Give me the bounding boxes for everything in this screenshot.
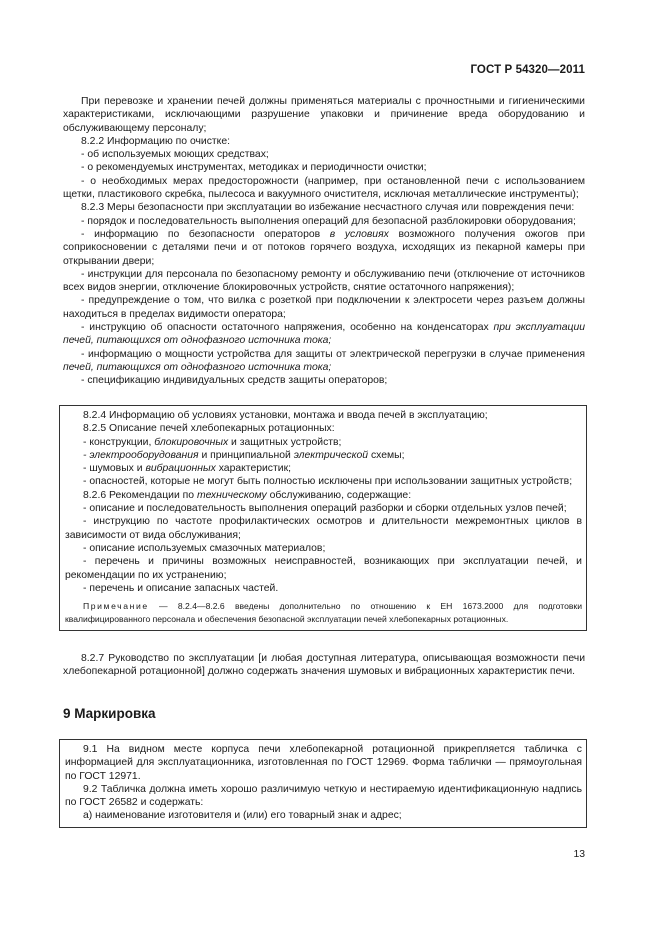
list-item: - описание и последовательность выполнения операций разборки и сборки отдельных узлов печей;	[83, 503, 567, 515]
list-item: - о рекомендуемых инструментах, методиках и периодичности очистки;	[81, 162, 427, 174]
list-item: - инструкции для персонала по безопасному ремонту и обслуживанию печи (отключение от источников всех видов энергии, отключение блокировочных устройств, снятие остаточного напряжения);	[63, 268, 585, 294]
list-item: - перечень и описание запасных частей.	[83, 582, 279, 594]
top-text-block	[63, 95, 585, 388]
note-label: Примечание	[83, 601, 149, 612]
list-item: - о необходимых мерах предосторожности (например, при остановленной печи с использованием щетки, пластикового скребка, пылесоса и вакуумного очистителя, исключая металлические инструменты);	[63, 175, 585, 201]
paragraph-8-2-6: 8.2.6 Рекомендации по техническому обслуживанию, содержащие:	[83, 489, 412, 501]
list-item: - перечень и причины возможных неисправностей, возникающих при эксплуатации печей, и рекомендации по их устранению;	[65, 556, 582, 581]
list-item: - описание используемых смазочных материалов;	[83, 542, 326, 554]
paragraph-9-2: 9.2 Табличка должна иметь хорошо различимую четкую и нестираемую идентификационную надпись по ГОСТ 26582 и содержать:	[65, 783, 582, 809]
list-item: - электрооборудования и принципиальной электрической схемы;	[83, 449, 405, 461]
list-item: - предупреждение о том, что вилка с розеткой при подключении к электросети через разъем должны находиться в пределах видимости оператора;	[63, 295, 585, 320]
note: Примечание — 8.2.4—8.2.6 введены дополнительно по отношению к ЕН 1673.2000 для подготовки квалифицированного персонала и обеспечения безопасной эксплуатации печей хлебопекарных ротационных.	[65, 601, 582, 625]
list-item: - информацию по безопасности операторов в условиях возможного получения ожогов при соприкосновении с деталями печи и от потоков горячего воздуха, исходящих из пекарной камеры при открывании двери;	[63, 228, 586, 267]
list-item: а) наименование изготовителя и (или) его товарный знак и адрес;	[83, 810, 402, 822]
page-number: 13	[573, 849, 585, 860]
list-item: - об используемых моющих средствах;	[81, 149, 269, 161]
section-heading: 9 Маркировка	[63, 706, 156, 721]
list-item: - шумовых и вибрационных характеристик;	[83, 463, 292, 475]
list-item: - инструкцию об опасности остаточного напряжения, особенно на конденсаторах при эксплуатации печей, питающихся от однофазного источника тока;	[63, 322, 585, 347]
list-item: - информацию о мощности устройства для защиты от электрической перегрузки в случае применения печей, питающихся от однофазного источника тока;	[63, 348, 585, 373]
paragraph-transport: При перевозке и хранении печей должны применяться материалы с прочностными и гигиеническими характеристиками, исключающими разрушение упаковки и причинение вреда оборудованию и обслуживающему персоналу;	[63, 96, 585, 134]
list-item: - конструкции, блокировочных и защитных устройств;	[83, 436, 342, 448]
mid-text-block	[63, 652, 585, 679]
boxed-section-9	[59, 739, 587, 828]
paragraph-8-2-2: 8.2.2 Информацию по очистке:	[81, 135, 231, 147]
paragraph-8-2-5: 8.2.5 Описание печей хлебопекарных ротационных:	[83, 423, 335, 435]
paragraph-8-2-3: 8.2.3 Меры безопасности при эксплуатации во избежание несчастного случая или повреждения печи:	[81, 202, 575, 214]
list-item: - спецификацию индивидуальных средств защиты операторов;	[81, 375, 388, 387]
paragraph-9-1: 9.1 На видном месте корпуса печи хлебопекарной ротационной прикрепляется табличка с информацией для эксплуатационника, изготовленная по ГОСТ 12969. Форма таблички — прямоугольная по ГОСТ 12971.	[65, 744, 582, 782]
list-item: - порядок и последовательность выполнения операций для безопасной разблокировки оборудования;	[81, 215, 576, 227]
standard-header: ГОСТ Р 54320—2011	[470, 64, 585, 76]
paragraph-8-2-4: 8.2.4 Информацию об условиях установки, монтажа и ввода печей в эксплуатацию;	[83, 410, 488, 421]
list-item: - опасностей, которые не могут быть полностью исключены при использовании защитных устройств;	[83, 476, 573, 488]
boxed-section-8-2-4-to-8-2-6	[59, 405, 587, 631]
paragraph-8-2-7: 8.2.7 Руководство по эксплуатации [и любая доступная литература, описывающая возможности печи хлебопекарной ротационной] должно содержать значения шумовых и вибрационных характеристик печи.	[63, 653, 585, 678]
list-item: - инструкцию по частоте профилактических осмотров и длительности межремонтных циклов в зависимости от вида обслуживания;	[65, 516, 582, 541]
